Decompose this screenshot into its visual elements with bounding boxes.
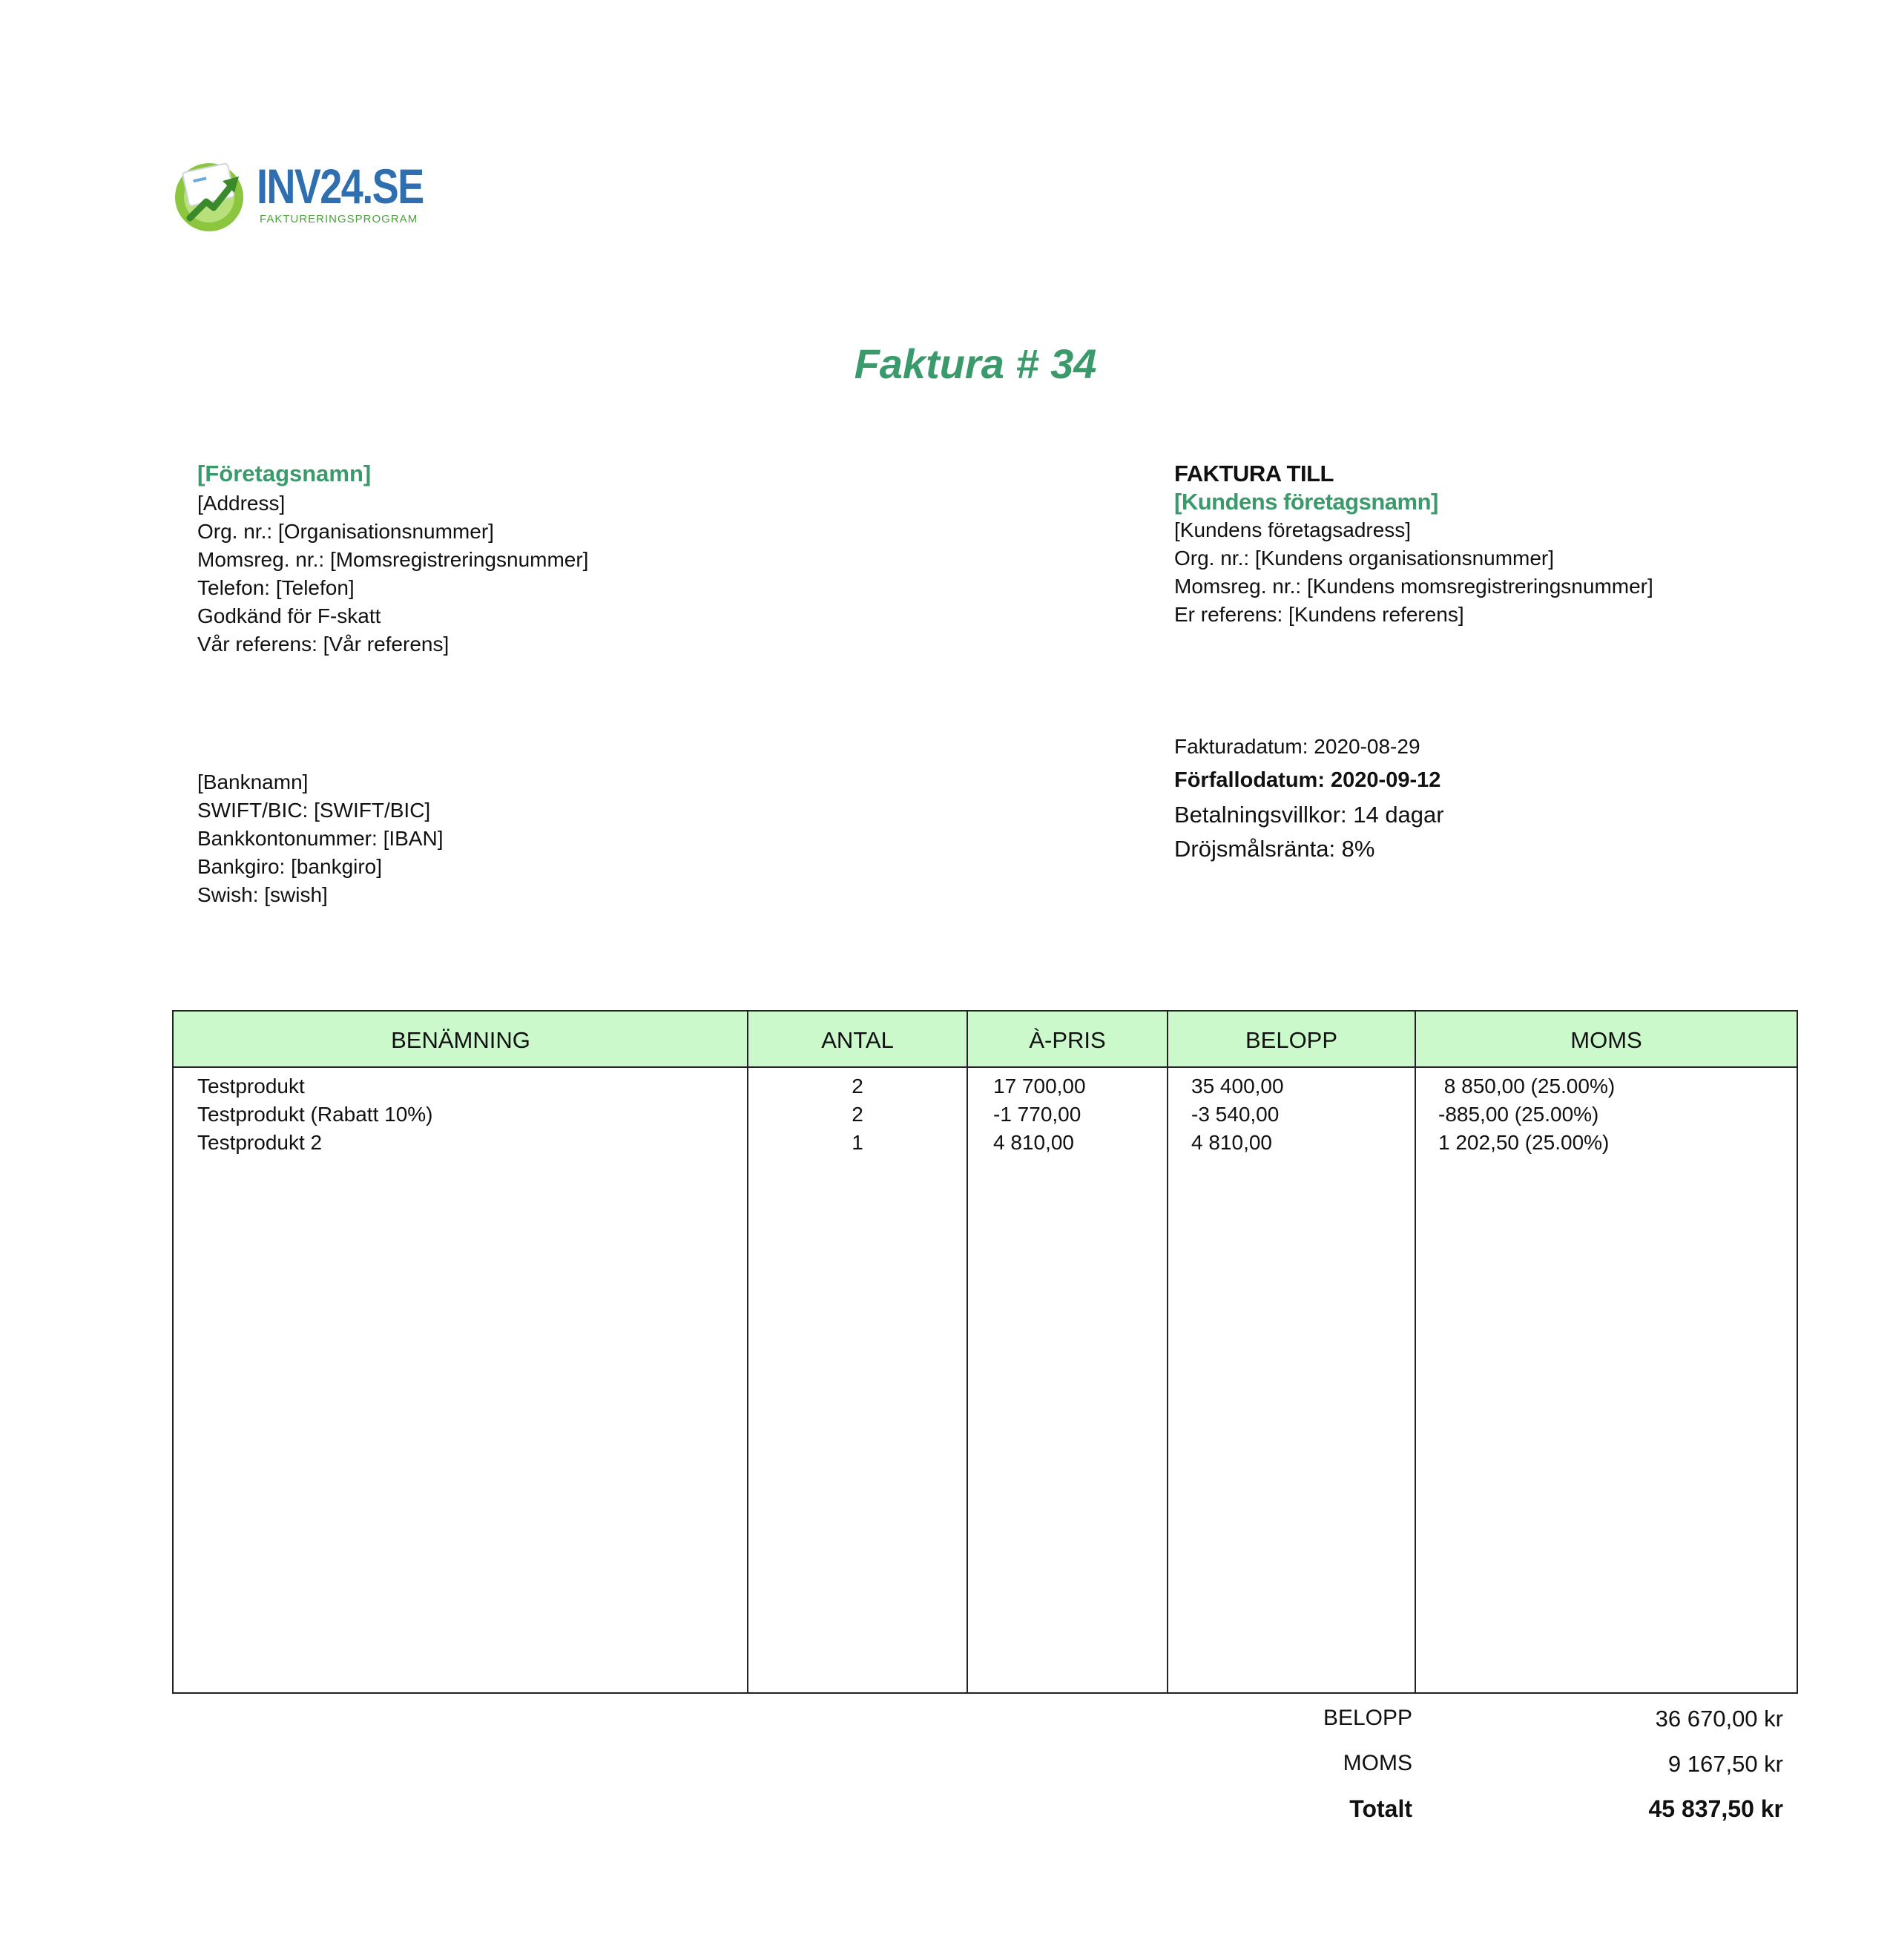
buyer-vat-nr: Momsreg. nr.: [Kundens momsregistreringsnummer] — [1174, 575, 1653, 598]
due-date: Förfallodatum: 2020-09-12 — [1174, 768, 1441, 792]
seller-reference: Vår referens: [Vår referens] — [197, 633, 450, 656]
logo-title: INV24.SE — [257, 159, 424, 214]
logo-chart-icon — [172, 159, 249, 233]
bank-info — [197, 768, 443, 909]
company-logo — [172, 159, 424, 233]
bank-swift: SWIFT/BIC: [SWIFT/BIC] — [197, 799, 431, 822]
seller-vat-nr: Momsreg. nr.: [Momsregistreringsnummer] — [197, 548, 589, 571]
row-1-quantity: 2 — [852, 1075, 863, 1098]
row-3-vat: 1 202,50 (25.00%) — [1438, 1131, 1610, 1154]
buyer-company-name: [Kundens företagsnamn] — [1174, 489, 1438, 515]
row-3-quantity: 1 — [852, 1131, 863, 1154]
buyer-info — [1174, 460, 1653, 629]
row-2-vat: -885,00 (25.00%) — [1438, 1103, 1599, 1126]
row-2-unit-price: -1 770,00 — [993, 1103, 1081, 1126]
row-1-description: Testprodukt — [197, 1075, 305, 1098]
seller-company-name: [Företagsnamn] — [197, 461, 372, 486]
buyer-org-nr: Org. nr.: [Kundens organisationsnummer] — [1174, 547, 1555, 570]
seller-phone: Telefon: [Telefon] — [197, 576, 355, 599]
totals-amount-value: 36 670,00 kr — [1655, 1706, 1783, 1732]
items-table — [172, 1010, 1798, 1694]
bank-swish: Swish: [swish] — [197, 883, 328, 906]
seller-org-nr: Org. nr.: [Organisationsnummer] — [197, 520, 494, 543]
totals-amount-label: BELOPP — [1323, 1706, 1412, 1730]
row-3-unit-price: 4 810,00 — [993, 1131, 1074, 1154]
row-1-unit-price: 17 700,00 — [993, 1075, 1086, 1098]
late-interest: Dröjsmålsränta: 8% — [1174, 836, 1375, 862]
row-2-amount: -3 540,00 — [1191, 1103, 1280, 1126]
header-unit-price: À-PRIS — [1029, 1027, 1106, 1053]
totals-vat-value: 9 167,50 kr — [1667, 1751, 1783, 1777]
seller-address: [Address] — [197, 492, 286, 515]
totals-total-label: Totalt — [1349, 1795, 1412, 1822]
bank-name: [Banknamn] — [197, 771, 309, 793]
row-2-quantity: 2 — [852, 1103, 863, 1126]
column-divider — [1167, 1012, 1168, 1692]
invoice-date: Fakturadatum: 2020-08-29 — [1174, 735, 1420, 758]
seller-info — [197, 460, 588, 659]
totals-total-value: 45 837,50 kr — [1648, 1795, 1783, 1822]
row-3-description: Testprodukt 2 — [197, 1131, 323, 1154]
totals-vat-label: MOMS — [1343, 1751, 1412, 1775]
bank-account: Bankkontonummer: [IBAN] — [197, 827, 444, 850]
bank-bankgiro: Bankgiro: [bankgiro] — [197, 855, 383, 878]
invoice-dates — [1174, 731, 1444, 866]
payment-terms: Betalningsvillkor: 14 dagar — [1174, 802, 1444, 828]
seller-f-tax: Godkänd för F-skatt — [197, 604, 381, 627]
buyer-heading: FAKTURA TILL — [1174, 461, 1334, 486]
buyer-address: [Kundens företagsadress] — [1174, 518, 1412, 541]
logo-subtitle: FAKTURERINGSPROGRAM — [260, 213, 418, 225]
header-amount: BELOPP — [1245, 1027, 1338, 1053]
row-1-vat: 8 850,00 (25.00%) — [1438, 1075, 1616, 1098]
buyer-reference: Er referens: [Kundens referens] — [1174, 603, 1464, 626]
header-description: BENÄMNING — [391, 1027, 530, 1053]
row-3-amount: 4 810,00 — [1191, 1131, 1272, 1154]
row-2-description: Testprodukt (Rabatt 10%) — [197, 1103, 433, 1126]
row-1-amount: 35 400,00 — [1191, 1075, 1284, 1098]
invoice-title: Faktura # 34 — [854, 340, 1097, 387]
header-quantity: ANTAL — [821, 1027, 894, 1053]
header-vat: MOMS — [1570, 1027, 1642, 1053]
column-divider — [1415, 1012, 1416, 1692]
column-divider — [967, 1012, 968, 1692]
